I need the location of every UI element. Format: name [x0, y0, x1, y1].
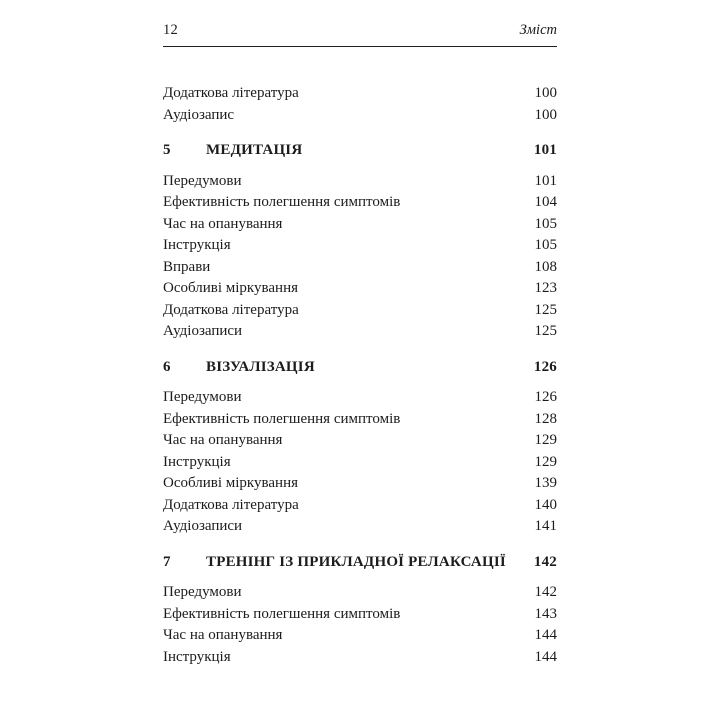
toc-chapter-label: [163, 552, 506, 574]
toc-chapter-number: 7: [163, 553, 171, 570]
toc-entry-row: [163, 452, 557, 474]
toc-page-number: 126: [533, 358, 557, 375]
toc-entry-row: [163, 278, 557, 300]
toc-entry-label: Передумови: [163, 389, 242, 405]
toc-page-number: 100: [534, 85, 557, 101]
toc-page-number: 129: [534, 432, 557, 448]
toc-entry-label: Додаткова література: [163, 301, 299, 318]
toc-page-number: 125: [534, 323, 557, 339]
toc-entry-row: [163, 495, 557, 517]
toc-entry-row: [163, 300, 557, 322]
toc-page-number: 104: [534, 194, 557, 210]
toc-entry-row: [163, 214, 557, 236]
toc-chapter-label: [163, 140, 302, 162]
toc-page-number: 123: [534, 280, 557, 296]
toc-entry-label: Час на опанування: [163, 215, 283, 232]
toc-entry-label: Ефективність полегшення симптомів: [163, 194, 401, 210]
toc-chapter-title: МЕДИТАЦІЯ: [206, 142, 303, 158]
table-of-contents: [163, 83, 557, 668]
toc-chapter-title: ВІЗУАЛІЗАЦІЯ: [206, 358, 315, 375]
toc-entry-row: [163, 647, 557, 669]
toc-entry-label: Передумови: [163, 584, 242, 600]
toc-entry-label: Час на опанування: [163, 432, 283, 448]
toc-page-number: 105: [534, 215, 557, 232]
toc-page-number: 105: [534, 237, 557, 253]
toc-page-number: 144: [534, 627, 557, 643]
toc-page-number: 126: [534, 389, 557, 405]
toc-entry-label: Ефективність полегшення симптомів: [163, 605, 401, 622]
toc-page-number: 141: [534, 518, 557, 534]
toc-entry-row: [163, 257, 557, 279]
toc-page-number: 140: [534, 496, 557, 513]
toc-entry-row: [163, 409, 557, 431]
running-title: Зміст: [519, 22, 557, 38]
toc-entry-row: [163, 387, 557, 409]
toc-chapter-number: 6: [163, 358, 171, 375]
toc-entry-label: Інструкція: [163, 237, 231, 253]
toc-entry-row: [163, 105, 557, 127]
toc-page-number: 100: [534, 106, 557, 123]
toc-entry-label: Ефективність полегшення симптомів: [163, 410, 401, 427]
toc-entry-row: [163, 321, 557, 343]
toc-page-number: 143: [534, 605, 557, 622]
toc-entry-label: Аудіозапис: [163, 106, 235, 123]
toc-chapter-row: [163, 552, 557, 574]
toc-page-number: 139: [534, 475, 557, 491]
toc-entry-label: Аудіозаписи: [163, 323, 243, 339]
toc-page-number: 108: [534, 258, 557, 275]
toc-entry-row: [163, 625, 557, 647]
toc-entry-row: [163, 604, 557, 626]
toc-entry-row: [163, 192, 557, 214]
toc-page-number: 142: [533, 553, 557, 570]
toc-entry-row: [163, 582, 557, 604]
toc-chapter-number: 5: [163, 142, 171, 158]
page-number-folio: 12: [163, 22, 179, 38]
toc-page-number: 129: [534, 453, 557, 470]
toc-entry-row: [163, 171, 557, 193]
toc-entry-row: [163, 235, 557, 257]
toc-entry-row: [163, 473, 557, 495]
toc-entry-label: Час на опанування: [163, 627, 283, 643]
toc-chapter-row: [163, 357, 557, 379]
toc-page-number: 144: [534, 648, 557, 665]
toc-page-number: 142: [534, 584, 557, 600]
toc-entry-label: Особливі міркування: [163, 280, 298, 296]
toc-entry-label: Особливі міркування: [163, 475, 298, 491]
toc-page-number: 101: [533, 142, 557, 158]
toc-entry-label: Передумови: [163, 172, 242, 189]
toc-entry-label: Інструкція: [163, 648, 231, 665]
toc-entry-label: Додаткова література: [163, 496, 299, 513]
page-header: [163, 22, 557, 47]
toc-chapter-title: ТРЕНІНГ ІЗ ПРИКЛАДНОЇ РЕЛАКСАЦІЇ: [206, 553, 506, 570]
toc-chapter-label: [163, 357, 315, 379]
toc-entry-row: [163, 516, 557, 538]
toc-page-number: 125: [534, 301, 557, 318]
toc-entry-row: [163, 83, 557, 105]
toc-page-number: 101: [534, 172, 557, 189]
toc-chapter-row: [163, 140, 557, 162]
page-content: [163, 22, 557, 668]
toc-entry-label: Додаткова література: [163, 85, 299, 101]
toc-entry-label: Аудіозаписи: [163, 518, 243, 534]
toc-entry-label: Інструкція: [163, 453, 231, 470]
toc-entry-label: Вправи: [163, 258, 211, 275]
toc-page-number: 128: [534, 410, 557, 427]
toc-entry-row: [163, 430, 557, 452]
